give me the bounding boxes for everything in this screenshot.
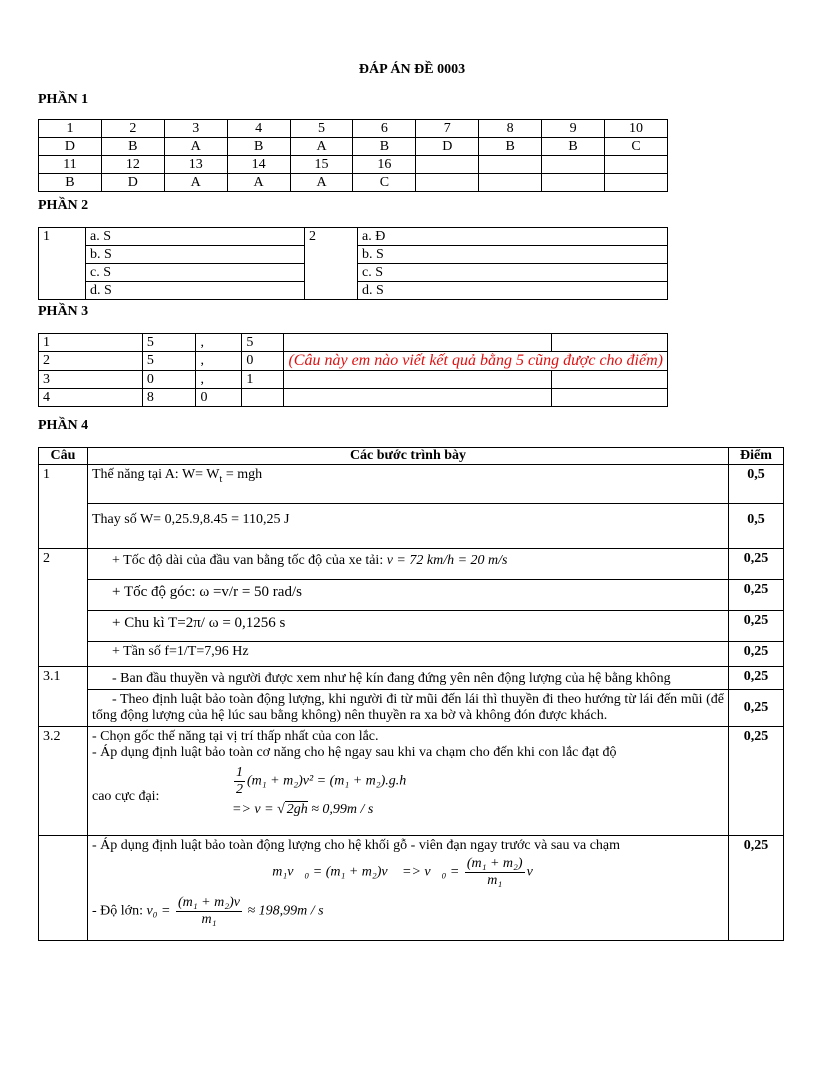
answer-cell: a. S (86, 228, 305, 246)
score: 0,5 (729, 465, 784, 504)
cell: D (39, 138, 102, 156)
empty (551, 371, 668, 389)
empty (284, 371, 551, 389)
digit: 5 (242, 334, 284, 352)
score: 0,25 (729, 642, 784, 667)
cell: 1 (39, 120, 102, 138)
fraction: $\frac{1}{2}$ (236, 765, 243, 797)
cell: 6 (353, 120, 416, 138)
step: + Tần số f=1/T=7,96 Hz (88, 642, 729, 667)
fraction: $\frac{\text{(m₁ + m₂)v}}{\text{m₁}}$ (178, 895, 240, 927)
part1-row-nums-2 (39, 156, 668, 174)
score: 0,25 (729, 836, 784, 941)
step: + Tốc độ dài của đầu van bằng tốc độ của xe tải: v = 72 km/h = 20 m/s (88, 549, 729, 580)
cell: A (227, 174, 290, 192)
cell: B (227, 138, 290, 156)
q-number: 1 (39, 334, 143, 352)
note-cell (284, 352, 668, 371)
cell: C (353, 174, 416, 192)
empty (551, 334, 668, 352)
score: 0,25 (729, 611, 784, 642)
equation: m₁v⃗₀ = (m₁ + m₂)v⃗ => v⃗₀ = $\frac{\text{(m₁ + m₂)}}{\text{m₁}}$ v⃗ (272, 856, 544, 888)
cell: D (101, 174, 164, 192)
q-number: 3.1 (39, 667, 88, 727)
digit: 0 (142, 371, 196, 389)
cell: 11 (39, 156, 102, 174)
part3-heading: PHẦN 3 (38, 304, 89, 319)
answer-cell: c. S (358, 264, 668, 282)
digit: 5 (142, 334, 196, 352)
step: - Theo định luật bảo toàn động lượng, khi người đi từ mũi đến lái thì thuyền đi theo hướng từ lái đến mũi (để tổng động lượng của hệ lúc sau bằng không) nên thuyền ra xa bờ và không đón được khách. (88, 690, 729, 727)
cell: 5 (290, 120, 353, 138)
score: 0,25 (729, 727, 784, 836)
cell (542, 174, 605, 192)
score: 0,25 (729, 580, 784, 611)
empty (284, 389, 551, 407)
answer-cell: b. S (86, 246, 305, 264)
cell: 8 (479, 120, 542, 138)
step (88, 727, 729, 836)
digit: , (196, 352, 242, 371)
answer-cell: a. Đ (358, 228, 668, 246)
cell: 4 (227, 120, 290, 138)
part1-table (38, 119, 668, 192)
cell: 7 (416, 120, 479, 138)
cell: A (164, 138, 227, 156)
step: + Chu kì T=2π/ ω = 0,1256 s (88, 611, 729, 642)
cell: A (290, 174, 353, 192)
part4-table (38, 447, 784, 941)
cell: B (39, 174, 102, 192)
cell: 10 (605, 120, 668, 138)
empty (551, 389, 668, 407)
answer-cell: d. S (358, 282, 668, 300)
step: Thế năng tại A: $W= W_t$ = mgh (88, 465, 729, 504)
part1-row-ans-2 (39, 174, 668, 192)
digit: 0 (242, 352, 284, 371)
col-header-score: Điểm (729, 448, 784, 465)
q-number: 4 (39, 389, 143, 407)
cell: C (605, 138, 668, 156)
part2-table (38, 227, 668, 300)
cell (542, 156, 605, 174)
q-number: 2 (39, 549, 88, 667)
cell: B (101, 138, 164, 156)
q-number: 1 (39, 465, 88, 549)
digit: , (196, 371, 242, 389)
cell (605, 174, 668, 192)
answer-cell: d. S (86, 282, 305, 300)
part1-row-nums-1 (39, 120, 668, 138)
cell: D (416, 138, 479, 156)
cell: 9 (542, 120, 605, 138)
step-line: - Áp dụng định luật bảo toàn cơ năng cho hệ ngay sau khi va chạm cho đến khi con lắc đạt độ (92, 745, 617, 760)
q-number: 2 (305, 228, 358, 300)
step: Thay số W= 0,25.9,8.45 = 110,25 J (88, 504, 729, 549)
digit: 1 (242, 371, 284, 389)
cell: 15 (290, 156, 353, 174)
cell: B (542, 138, 605, 156)
step-line: - Áp dụng định luật bảo toàn động lượng cho hệ khối gỗ - viên đạn ngay trước và sau va chạm (92, 838, 621, 853)
q-number: 2 (39, 352, 143, 371)
cell: 12 (101, 156, 164, 174)
part3-table (38, 333, 668, 407)
cell (479, 174, 542, 192)
q-number: 1 (39, 228, 86, 300)
empty (284, 334, 551, 352)
answer-cell: c. S (86, 264, 305, 282)
cell: 3 (164, 120, 227, 138)
cell (605, 156, 668, 174)
col-header-steps: Các bước trình bày (88, 448, 729, 465)
fraction: $\frac{\text{(m₁ + m₂)}}{\text{m₁}}$ (466, 856, 523, 888)
score: 0,25 (729, 667, 784, 690)
digit (242, 389, 284, 407)
page-title: ĐÁP ÁN ĐỀ 0003 (358, 62, 466, 77)
digit: 5 (142, 352, 196, 371)
equation: - Độ lớn: v₀ = $\frac{\text{(m₁ + m₂)v}}{\text{m₁}}$ ≈ 198,99m / s (92, 895, 324, 927)
cell (416, 156, 479, 174)
digit: , (196, 334, 242, 352)
grading-note: (Câu này em nào viết kết quả bằng 5 cũng được cho điểm) (288, 352, 663, 369)
part1-row-ans-1 (39, 138, 668, 156)
col-header-question: Câu (39, 448, 88, 465)
cell: A (164, 174, 227, 192)
step-line: cao cực đại: (92, 788, 160, 804)
part1-heading: PHẦN 1 (38, 92, 89, 107)
answer-cell: b. S (358, 246, 668, 264)
q-number (39, 836, 88, 941)
equation: $\frac{1}{2}$ (m₁ + m₂)v² = (m₁ + m₂).g.h (236, 765, 407, 797)
step-line: - Chọn gốc thế năng tại vị trí thấp nhất của con lắc. (92, 729, 379, 744)
q-number: 3.2 (39, 727, 88, 836)
cell: A (290, 138, 353, 156)
score: 0,25 (729, 549, 784, 580)
step: + Tốc độ góc: ω =v/r = 50 rad/s (88, 580, 729, 611)
cell: 14 (227, 156, 290, 174)
cell (416, 174, 479, 192)
part4-heading: PHẦN 4 (38, 418, 89, 433)
cell: B (353, 138, 416, 156)
step: - Ban đầu thuyền và người được xem như hệ kín đang đứng yên nên động lượng của hệ bằng không (88, 667, 729, 690)
equation: => v = √ 2gh ≈ 0,99m / s (232, 802, 374, 817)
q-number: 3 (39, 371, 143, 389)
digit: 8 (142, 389, 196, 407)
cell: 16 (353, 156, 416, 174)
step (88, 836, 729, 941)
score: 0,5 (729, 504, 784, 549)
cell: 2 (101, 120, 164, 138)
digit: 0 (196, 389, 242, 407)
cell: 13 (164, 156, 227, 174)
score: 0,25 (729, 690, 784, 727)
part2-heading: PHẦN 2 (38, 198, 89, 213)
cell: B (479, 138, 542, 156)
cell (479, 156, 542, 174)
